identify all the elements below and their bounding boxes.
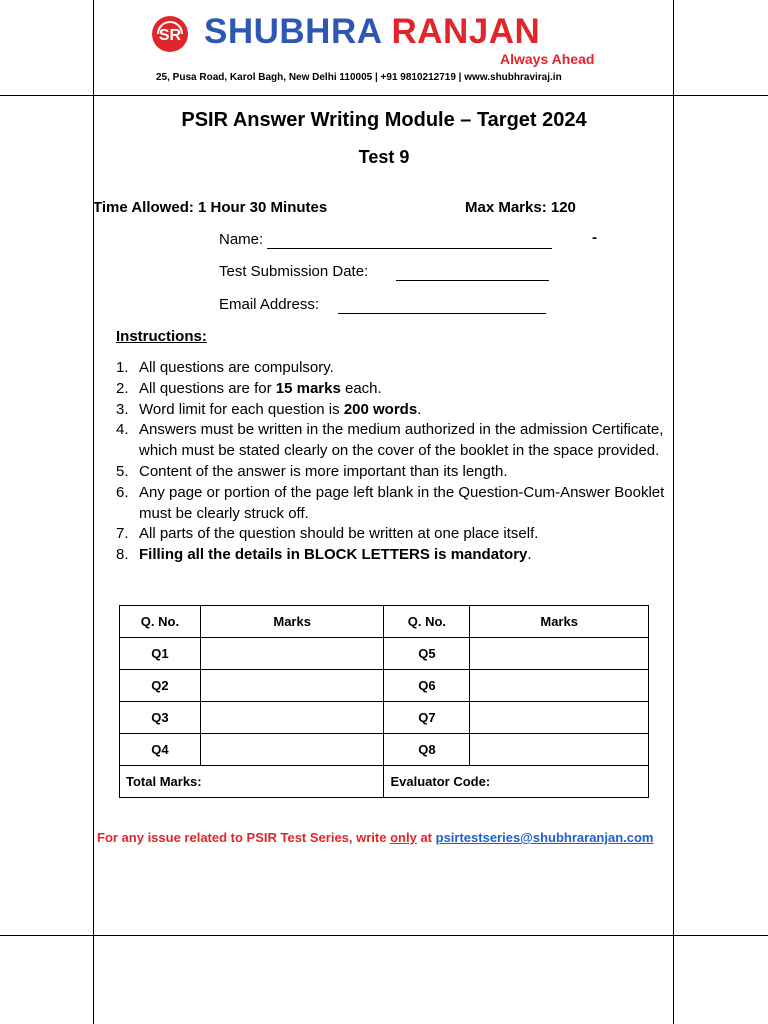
instruction-item: 5. Content of the answer is more important than its length. (116, 462, 508, 480)
instruction-item: 3. Word limit for each question is 200 words. (116, 400, 422, 418)
support-note (97, 830, 654, 845)
date-label: Test Submission Date: (219, 263, 369, 280)
table-row (120, 670, 649, 702)
instruction-item: 8. Filling all the details in BLOCK LETTERS is mandatory. (116, 546, 532, 564)
column-header: Q. No. (120, 606, 201, 638)
sr-logo-icon (150, 14, 196, 54)
marks-cell[interactable] (470, 734, 649, 766)
evaluator-code-cell[interactable]: Evaluator Code: (384, 766, 649, 798)
brand-name (204, 12, 540, 52)
support-email-link[interactable]: psirtestseries@shubhraranjan.com (435, 830, 654, 845)
marks-cell[interactable] (200, 670, 384, 702)
footer-divider-line (0, 935, 768, 936)
header-address: 25, Pusa Road, Karol Bagh, New Delhi 110005 | +91 9810212719 | www.shubhraviraj.in (156, 72, 562, 83)
instruction-item: 6. Any page or portion of the page left blank in the Question-Cum-Answer Booklet must be clearly struck off. (116, 483, 665, 522)
name-label: Name: (219, 231, 264, 248)
name-trailing-mark: - (592, 229, 597, 246)
marks-cell[interactable] (470, 702, 649, 734)
date-field[interactable] (396, 280, 549, 281)
question-cell: Q1 (120, 638, 201, 670)
email-field[interactable] (338, 313, 546, 314)
name-field[interactable] (267, 248, 552, 249)
column-header: Marks (470, 606, 649, 638)
table-header-row (120, 606, 649, 638)
marks-cell[interactable] (470, 638, 649, 670)
instructions-list (116, 358, 676, 566)
question-cell: Q3 (120, 702, 201, 734)
time-allowed: Time Allowed: 1 Hour 30 Minutes (93, 199, 328, 216)
question-cell: Q5 (384, 638, 470, 670)
test-number: Test 9 (358, 147, 410, 167)
instruction-item: 7. All parts of the question should be written at one place itself. (116, 525, 539, 543)
instruction-item: 4. Answers must be written in the medium authorized in the admission Certificate, which must be stated clearly on the cover of the booklet in the space provided. (116, 421, 664, 460)
support-note-text: For any issue related to PSIR Test Series, write (97, 830, 391, 845)
question-cell: Q6 (384, 670, 470, 702)
table-row (120, 702, 649, 734)
question-cell: Q2 (120, 670, 201, 702)
marks-cell[interactable] (200, 734, 384, 766)
instruction-item: 1. All questions are compulsory. (116, 359, 334, 376)
table-row (120, 734, 649, 766)
brand-second: RANJAN (391, 12, 541, 51)
table-footer-row (120, 766, 649, 798)
question-cell: Q7 (384, 702, 470, 734)
brand-tagline: Always Ahead (500, 51, 595, 67)
table-row (120, 638, 649, 670)
logo-mark-text: SR (158, 27, 182, 44)
column-header: Q. No. (384, 606, 470, 638)
question-cell: Q4 (120, 734, 201, 766)
instruction-item: 2. All questions are for 15 marks each. (116, 379, 382, 397)
marks-cell[interactable] (200, 702, 384, 734)
marks-cell[interactable] (470, 670, 649, 702)
instructions-heading: Instructions: (116, 328, 207, 345)
question-cell: Q8 (384, 734, 470, 766)
support-note-only: only (390, 830, 417, 845)
marks-cell[interactable] (200, 638, 384, 670)
brand-first: SHUBHRA (204, 12, 382, 51)
column-header: Marks (200, 606, 384, 638)
support-note-at: at (416, 830, 436, 845)
document-title: PSIR Answer Writing Module – Target 2024 (181, 109, 587, 131)
header-divider-line (0, 95, 768, 96)
marks-table (119, 605, 649, 798)
email-label: Email Address: (219, 296, 320, 313)
total-marks-cell[interactable]: Total Marks: (120, 766, 384, 798)
max-marks: Max Marks: 120 (465, 199, 576, 216)
